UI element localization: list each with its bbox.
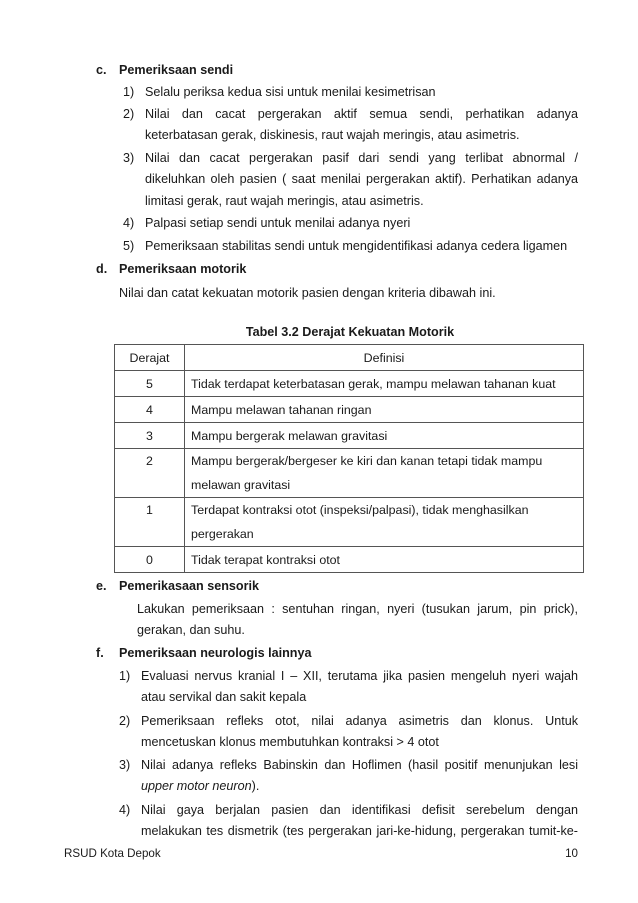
section-f-item-number: 4) (119, 803, 131, 817)
section-f-item-text-2 (141, 778, 259, 794)
section-d-intro: Nilai dan catat kekuatan motorik pasien dengan kriteria dibawah ini. (119, 286, 496, 300)
section-f-title: Pemeriksaan neurologis lainnya (119, 646, 312, 660)
section-f-item-number: 3) (119, 758, 131, 772)
section-e-title: Pemerikasaan sensorik (119, 579, 260, 593)
footer-institution: RSUD Kota Depok (64, 847, 161, 860)
section-c-item-text: keterbatasan gerak, diskinesis, raut wajah meringis, atau asimetris. (145, 128, 520, 142)
grade-cell: 1 (115, 498, 185, 547)
section-c-item-text: dikeluhkan oleh pasien ( saat menilai pergerakan aktif). Perhatikan adanya (145, 172, 578, 186)
definition-line: Terdapat kontraksi otot (inspeksi/palpasi), tidak menghasilkan (191, 503, 529, 517)
section-c-item-text: Palpasi setiap sendi untuk menilai adanya nyeri (145, 216, 411, 230)
section-c-label: c. (96, 63, 107, 77)
section-f-item-text: Pemeriksaan refleks otot, nilai adanya asimetris dan klonus. Untuk (141, 714, 578, 728)
table-row (115, 547, 584, 573)
section-c-title: Pemeriksaan sendi (119, 63, 234, 77)
grade-cell: 2 (115, 449, 185, 498)
grade-cell: 4 (115, 397, 185, 423)
section-f-item-text: Nilai adanya refleks Babinskin dan Hoflimen (hasil positif menunjukan lesi (141, 758, 578, 772)
definition-cell: Tidak terapat kontraksi otot (185, 547, 584, 573)
table-header-derajat: Derajat (115, 345, 185, 371)
section-c-item-text: Nilai dan cacat pergerakan aktif semua sendi, perhatikan adanya (145, 107, 578, 121)
italic-term: upper motor neuron (141, 779, 252, 793)
section-e-text: gerakan, dan suhu. (137, 623, 245, 637)
definition-line: Mampu bergerak/bergeser ke kiri dan kanan tetapi tidak mampu (191, 454, 543, 468)
section-c-item-text: Nilai dan cacat pergerakan pasif dari sendi yang terlibat abnormal / (145, 151, 578, 165)
section-d-label: d. (96, 262, 108, 276)
section-c-item-number: 5) (123, 239, 135, 253)
definition-cell (185, 449, 584, 498)
table-row (115, 371, 584, 397)
section-f-item-text: melakukan tes dismetrik (tes pergerakan jari-ke-hidung, pergerakan tumit-ke- (141, 824, 578, 838)
section-c-item-text: Selalu periksa kedua sisi untuk menilai kesimetrisan (145, 85, 436, 99)
grade-cell: 5 (115, 371, 185, 397)
table-row (115, 397, 584, 423)
section-d-title: Pemeriksaan motorik (119, 262, 247, 276)
section-f-item-text: Nilai gaya berjalan pasien dan identifikasi defisit serebelum dengan (141, 803, 578, 817)
table-row (115, 449, 584, 498)
section-c-item-text: limitasi gerak, raut wajah meringis, atau asimetris. (145, 194, 424, 208)
section-f-label: f. (96, 646, 104, 660)
section-e-text: Lakukan pemeriksaan : sentuhan ringan, nyeri (tusukan jarum, pin prick), (137, 602, 578, 616)
definition-cell: Tidak terdapat keterbatasan gerak, mampu melawan tahanan kuat (185, 371, 584, 397)
section-e-label: e. (96, 579, 107, 593)
section-f-item-number: 1) (119, 669, 131, 683)
section-c-item-number: 3) (123, 151, 135, 165)
table-row (115, 423, 584, 449)
table-header-definisi: Definisi (185, 345, 584, 371)
italic-term-suffix: ). (251, 779, 260, 793)
page-number: 10 (565, 847, 578, 860)
section-f-item-text: mencetuskan klonus membutuhkan kontraksi > 4 otot (141, 735, 439, 749)
table-row (115, 498, 584, 547)
section-f-item-text: Evaluasi nervus kranial I – XII, terutama jika pasien mengeluh nyeri wajah (141, 669, 578, 683)
table-caption: Tabel 3.2 Derajat Kekuatan Motorik (245, 325, 455, 339)
grade-cell: 3 (115, 423, 185, 449)
definition-line: melawan gravitasi (191, 478, 291, 492)
grade-cell: 0 (115, 547, 185, 573)
section-c-item-number: 1) (123, 85, 135, 99)
section-f-item-number: 2) (119, 714, 131, 728)
definition-cell (185, 498, 584, 547)
motor-strength-table (114, 344, 584, 573)
table-header-row (115, 345, 584, 371)
section-c-item-text: Pemeriksaan stabilitas sendi untuk mengidentifikasi adanya cedera ligamen (145, 239, 568, 253)
section-c-item-number: 4) (123, 216, 135, 230)
definition-cell: Mampu melawan tahanan ringan (185, 397, 584, 423)
section-c-item-number: 2) (123, 107, 135, 121)
section-f-item-text: atau servikal dan sakit kepala (141, 690, 307, 704)
definition-cell: Mampu bergerak melawan gravitasi (185, 423, 584, 449)
definition-line: pergerakan (191, 527, 254, 541)
